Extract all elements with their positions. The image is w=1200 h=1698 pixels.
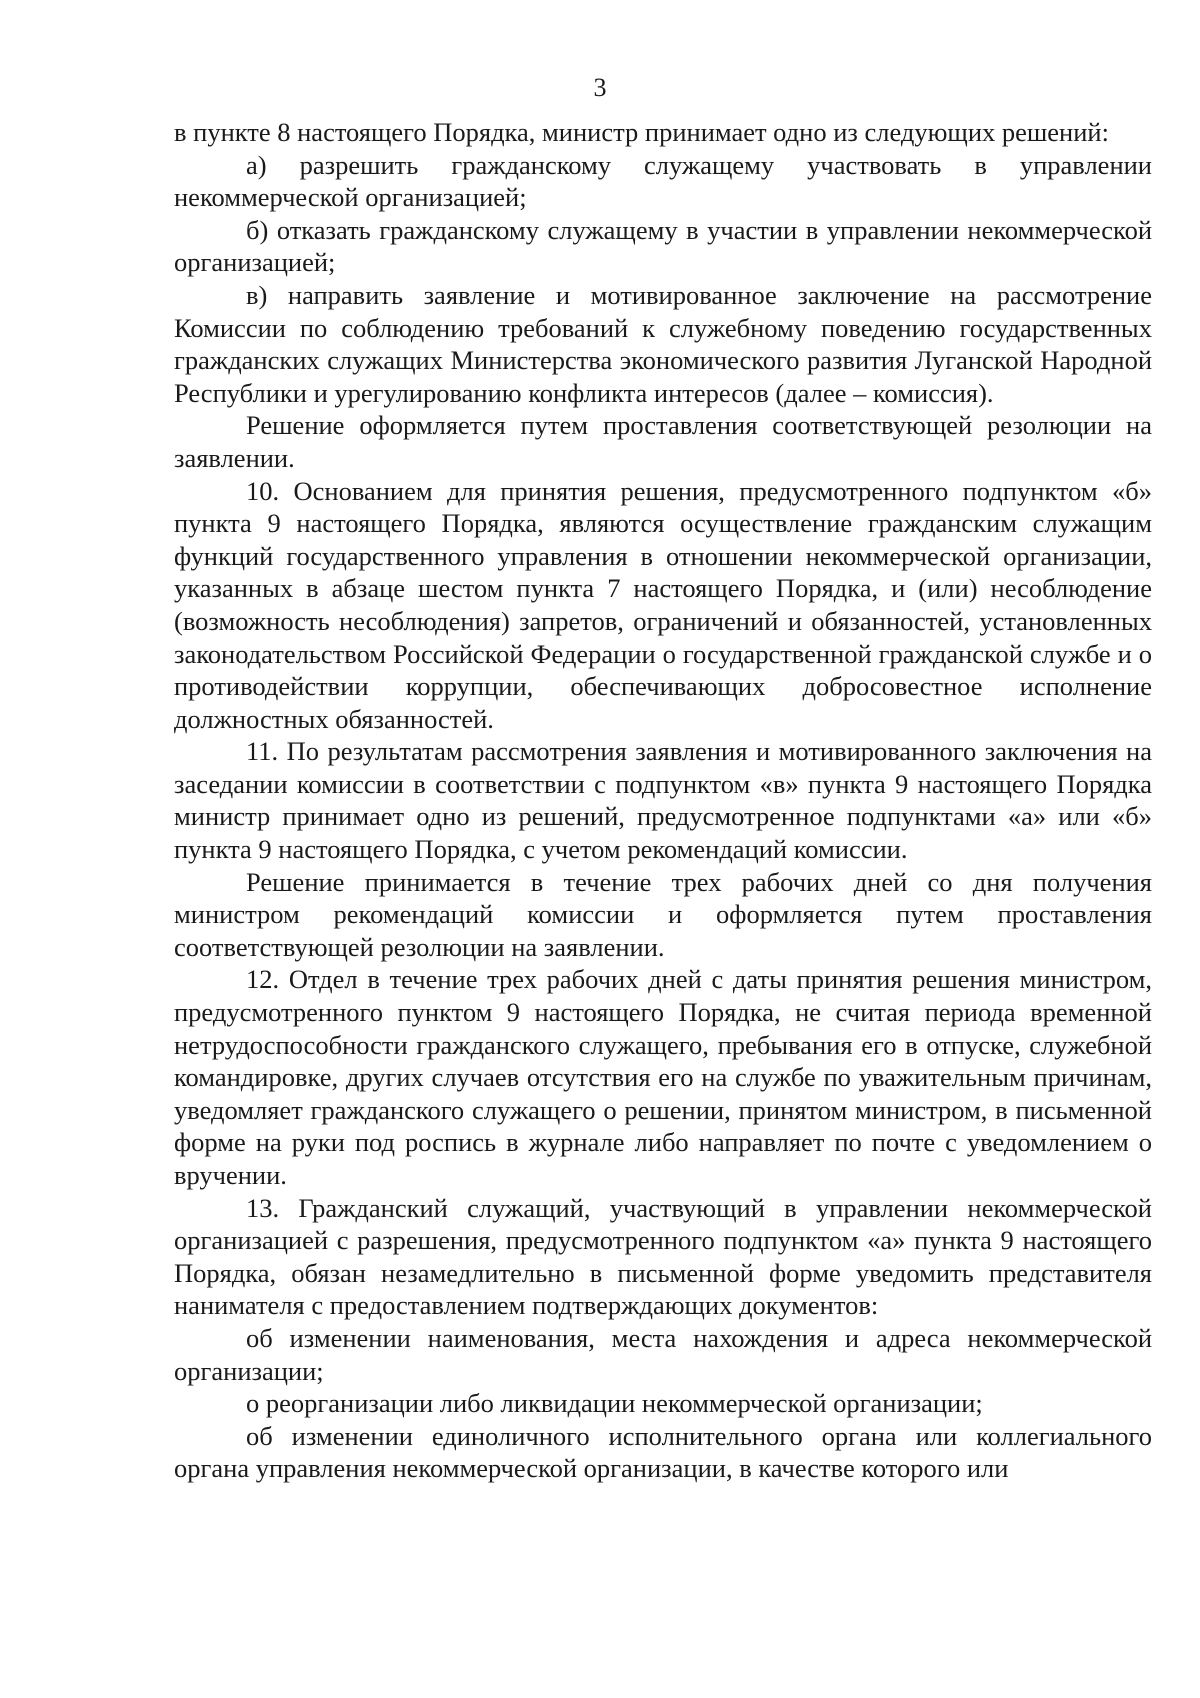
paragraph-subitem-a: а) разрешить гражданскому служащему участвовать в управлении некоммерческой организацией; <box>174 149 1152 213</box>
paragraph-notice-management-change: об изменении единоличного исполнительного органа или коллегиального органа управления некоммерческой организации, в качестве которого или <box>174 1420 1152 1484</box>
paragraph-item-10: 10. Основанием для принятия решения, предусмотренного подпунктом «б» пункта 9 настоящего Порядка, являются осуществление гражданским служащим функций государственного управления в отношении некоммерческой организации, указанных в абзаце шестом пункта 7 настоящего Порядка, и (или) несоблюдение (возможность несоблюдения) запретов, ограничений и обязанностей, установленных законодательством Российской Федерации о государственной гражданской службе и о противодействии коррупции, обеспечивающих добросовестное исполнение должностных обязанностей. <box>174 475 1152 734</box>
paragraph-notice-reorganization: о реорганизации либо ликвидации некоммерческой организации; <box>246 1388 983 1419</box>
paragraph-item-11: 11. По результатам рассмотрения заявления и мотивированного заключения на заседании комиссии в соответствии с подпунктом «в» пункта 9 настоящего Порядка министр принимает одно из решений, предусмотренное подпунктами «а» или «б» пункта 9 настоящего Порядка, с учетом рекомендаций комиссии. <box>174 736 1152 865</box>
paragraph-continuation: в пункте 8 настоящего Порядка, министр принимает одно из следующих решений: <box>174 117 1109 147</box>
paragraph-item-13: 13. Гражданский служащий, участвующий в управлении некоммерческой организацией с разрешения, предусмотренного подпунктом «а» пункта 9 настоящего Порядка, обязан незамедлительно в письменной форме уведомить представителя нанимателя с предоставлением подтверждающих документов: <box>174 1192 1152 1321</box>
page-number: 3 <box>593 73 607 102</box>
paragraph-item-12: 12. Отдел в течение трех рабочих дней с даты принятия решения министром, предусмотренного пунктом 9 настоящего Порядка, не считая периода временной нетрудоспособности гражданского служащего, пребывания его в отпуске, служебной командировке, других случаев отсутствия его на службе по уважительным причинам, уведомляет гражданского служащего о решении, принятом министром, в письменной форме на руки под роспись в журнале либо направляет по почте с уведомлением о вручении. <box>174 964 1152 1190</box>
document-body <box>174 116 1152 1485</box>
paragraph-decision-timing: Решение принимается в течение трех рабочих дней со дня получения министром рекомендаций комиссии и оформляется путем проставления соответствующей резолюции на заявлении. <box>174 866 1152 962</box>
paragraph-subitem-b: б) отказать гражданскому служащему в участии в управлении некоммерческой организацией; <box>174 214 1152 278</box>
paragraph-subitem-v: в) направить заявление и мотивированное заключение на рассмотрение Комиссии по соблюдению требований к служебному поведению государственных гражданских служащих Министерства экономического развития Луганской Народной Республики и урегулированию конфликта интересов (далее – комиссия). <box>174 279 1152 408</box>
paragraph-decision-form: Решение оформляется путем проставления соответствующей резолюции на заявлении. <box>174 410 1152 473</box>
paragraph-notice-name-change: об изменении наименования, места нахождения и адреса некоммерческой организации; <box>174 1322 1152 1386</box>
